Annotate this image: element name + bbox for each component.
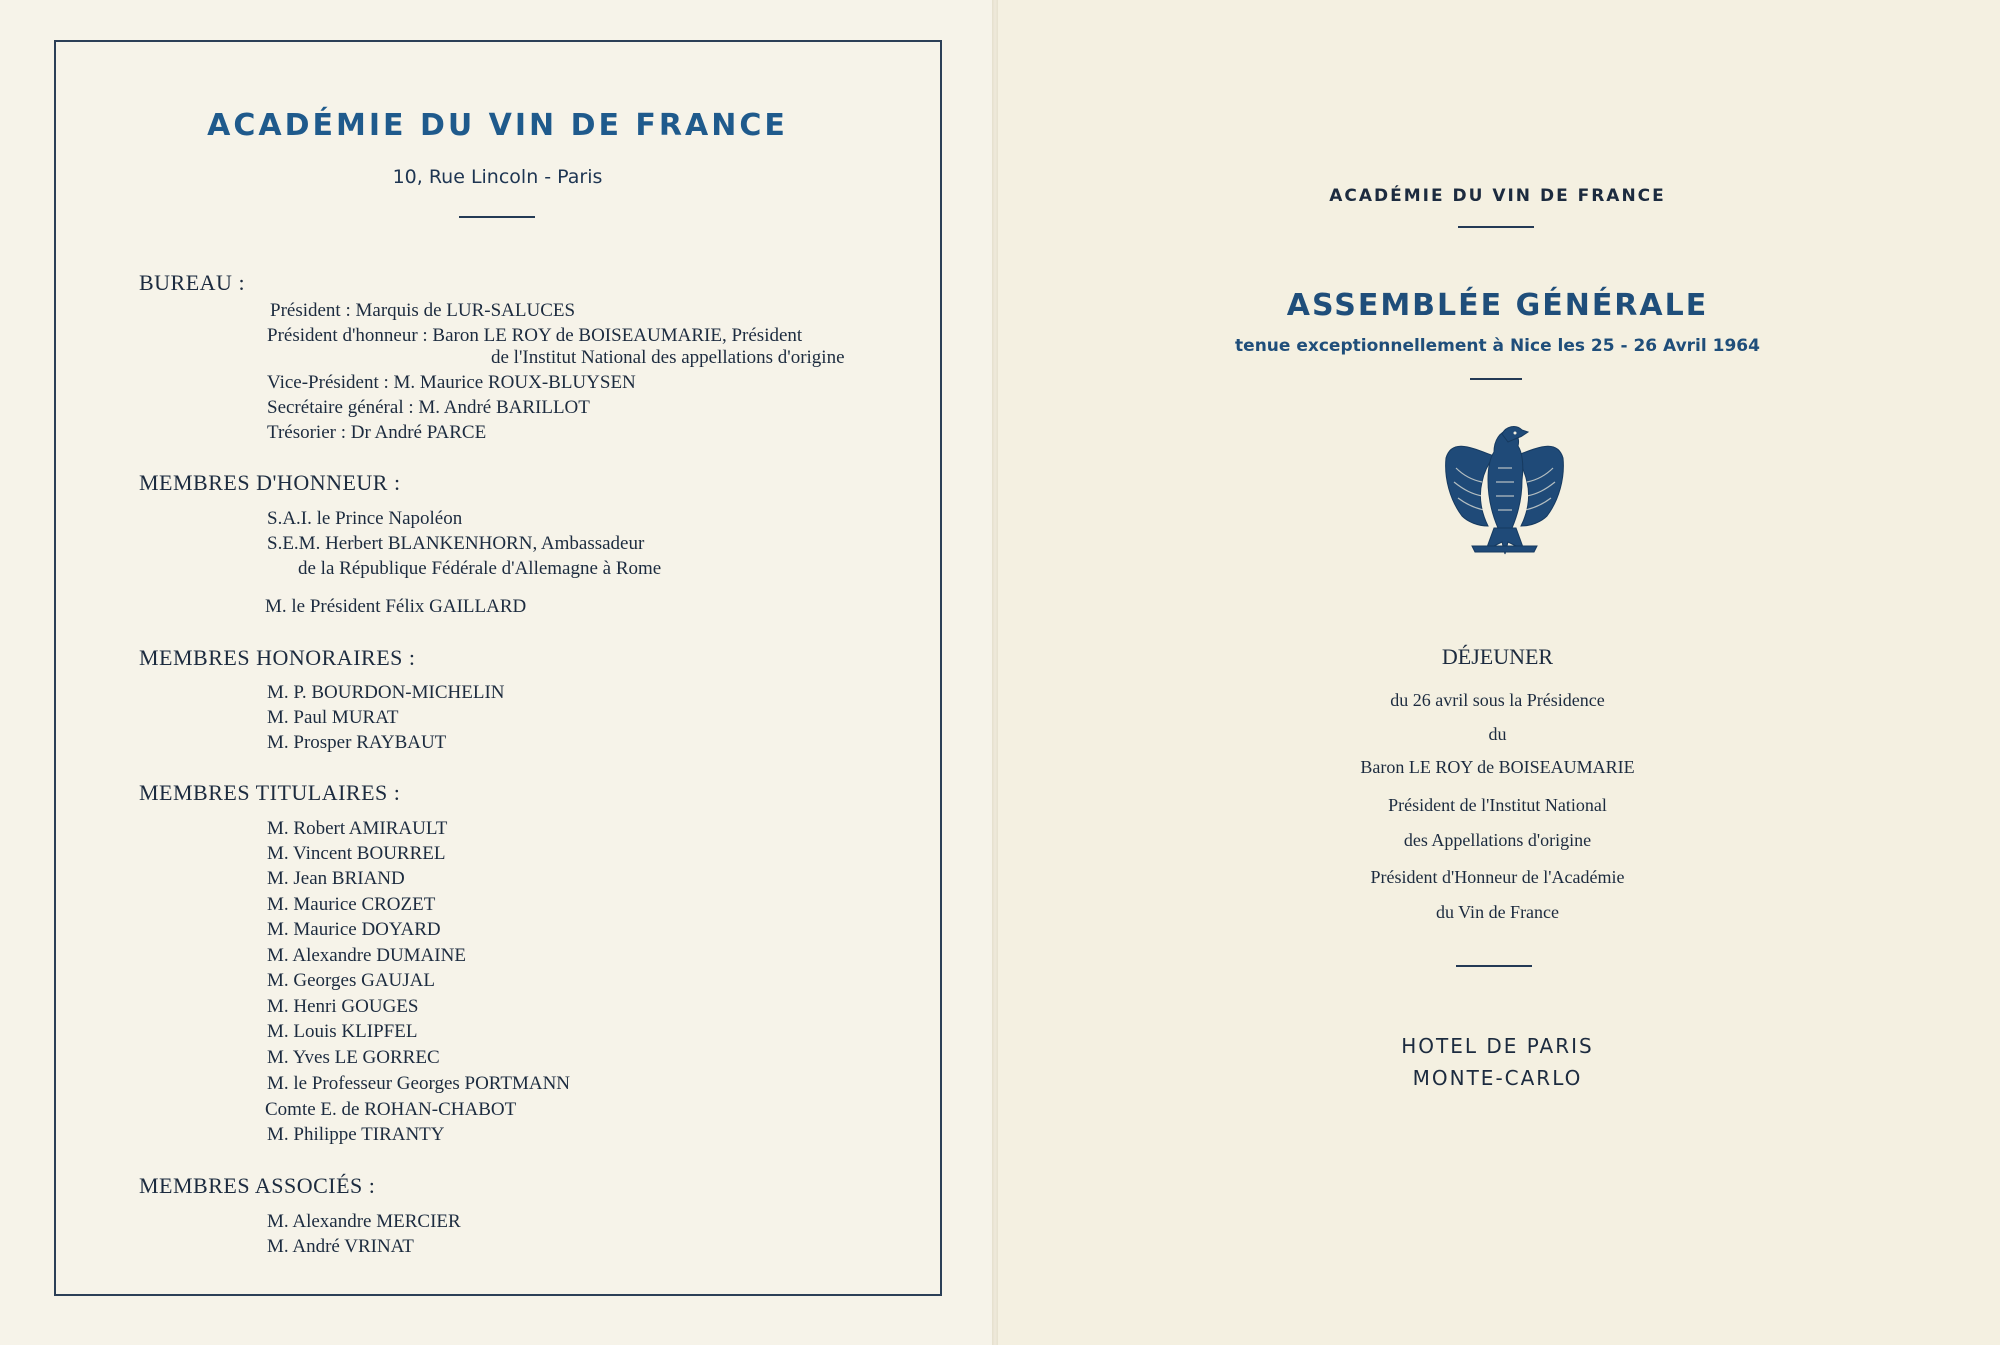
membre-line: M. André VRINAT bbox=[267, 1236, 414, 1257]
membre-line: Comte E. de ROHAN-CHABOT bbox=[265, 1099, 517, 1120]
membre-line: M. Henri GOUGES bbox=[267, 996, 419, 1017]
membre-line: S.A.I. le Prince Napoléon bbox=[267, 508, 463, 529]
membre-line: M. Robert AMIRAULT bbox=[267, 818, 448, 839]
bureau-line: Président : Marquis de LUR-SALUCES bbox=[270, 300, 576, 321]
dejeuner-line: du 26 avril sous la Présidence bbox=[1390, 690, 1605, 710]
left-address: 10, Rue Lincoln - Paris bbox=[392, 166, 603, 188]
dejeuner-line: du bbox=[1488, 724, 1507, 744]
membre-line: M. Louis KLIPFEL bbox=[267, 1021, 418, 1042]
bureau-line: Secrétaire général : M. André BARILLOT bbox=[267, 397, 590, 418]
membre-line: M. le Professeur Georges PORTMANN bbox=[267, 1073, 571, 1094]
assembly-title: ASSEMBLÉE GÉNÉRALE bbox=[1286, 288, 1709, 323]
membre-line: M. Yves LE GORREC bbox=[267, 1047, 440, 1068]
membre-line: M. P. BOURDON-MICHELIN bbox=[267, 682, 505, 703]
membres-titulaires-heading: MEMBRES TITULAIRES : bbox=[139, 780, 401, 805]
membre-line: M. Jean BRIAND bbox=[267, 868, 405, 889]
dejeuner-line: des Appellations d'origine bbox=[1403, 830, 1592, 850]
venue-city: MONTE-CARLO bbox=[1412, 1066, 1583, 1090]
dejeuner-line: Président d'Honneur de l'Académie bbox=[1370, 867, 1625, 887]
left-divider bbox=[459, 216, 535, 218]
membre-line: M. Alexandre DUMAINE bbox=[267, 945, 466, 966]
right-divider-top bbox=[1458, 226, 1534, 228]
membre-line: M. Maurice CROZET bbox=[267, 894, 436, 915]
membre-line: M. le Président Félix GAILLARD bbox=[265, 596, 527, 617]
assembly-subtitle: tenue exceptionnellement à Nice les 25 - 26 Avril 1964 bbox=[1235, 336, 1760, 356]
venue-hotel: HOTEL DE PARIS bbox=[1401, 1034, 1594, 1058]
bureau-line: Vice-Président : M. Maurice ROUX-BLUYSEN bbox=[267, 372, 636, 393]
membre-line: M. Prosper RAYBAUT bbox=[267, 732, 447, 753]
membre-line: M. Vincent BOURREL bbox=[267, 843, 446, 864]
membre-line: de la République Fédérale d'Allemagne à Rome bbox=[298, 558, 662, 579]
dejeuner-line: Baron LE ROY de BOISEAUMARIE bbox=[1360, 757, 1635, 777]
bureau-line: Trésorier : Dr André PARCE bbox=[267, 422, 487, 443]
bureau-line: Président d'honneur : Baron LE ROY de BOISEAUMARIE, Président bbox=[267, 325, 803, 346]
dejeuner-line: Président de l'Institut National bbox=[1388, 795, 1607, 815]
dejeuner-heading: DÉJEUNER bbox=[1441, 644, 1554, 669]
membre-line: M. Philippe TIRANTY bbox=[267, 1124, 445, 1145]
membre-line: M. Maurice DOYARD bbox=[267, 919, 441, 940]
right-divider-bottom bbox=[1456, 965, 1532, 967]
right-divider-middle bbox=[1470, 378, 1522, 380]
left-title: ACADÉMIE DU VIN DE FRANCE bbox=[207, 108, 788, 143]
right-academy: ACADÉMIE DU VIN DE FRANCE bbox=[1329, 186, 1666, 206]
membre-line: M. Georges GAUJAL bbox=[267, 970, 435, 991]
membres-honneur-heading: MEMBRES D'HONNEUR : bbox=[139, 470, 401, 495]
bureau-line: de l'Institut National des appellations d'origine bbox=[491, 347, 845, 368]
membres-associes-heading: MEMBRES ASSOCIÉS : bbox=[139, 1173, 376, 1198]
membres-honoraires-heading: MEMBRES HONORAIRES : bbox=[139, 645, 416, 670]
membre-line: S.E.M. Herbert BLANKENHORN, Ambassadeur bbox=[267, 533, 645, 554]
membre-line: M. Paul MURAT bbox=[267, 707, 399, 728]
membre-line: M. Alexandre MERCIER bbox=[267, 1211, 461, 1232]
bureau-heading: BUREAU : bbox=[139, 270, 246, 295]
imperial-eagle-icon bbox=[1442, 418, 1567, 566]
dejeuner-line: du Vin de France bbox=[1435, 902, 1560, 922]
